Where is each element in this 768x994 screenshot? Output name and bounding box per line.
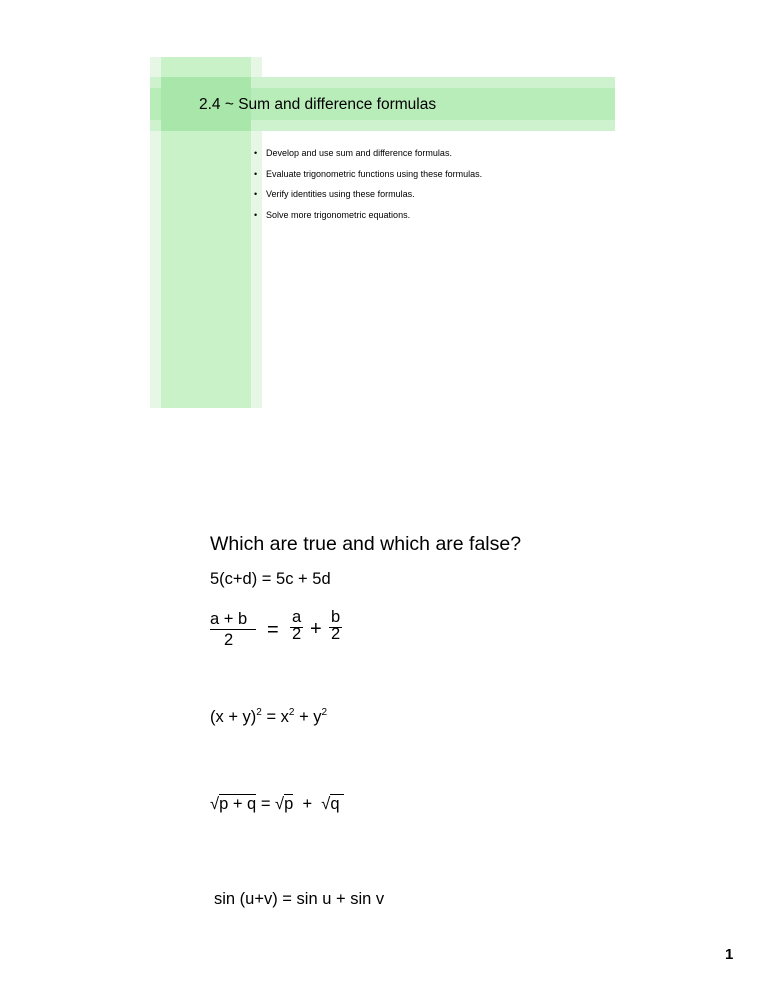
- exponent: 2: [288, 707, 295, 718]
- exponent: 2: [256, 707, 262, 718]
- radical-sign: √: [321, 795, 331, 813]
- radicand-p: p: [284, 795, 294, 813]
- fraction-lhs-bar: [210, 629, 256, 630]
- fraction-a-denominator: 2: [292, 625, 302, 643]
- plus-sign: +: [310, 618, 322, 640]
- equation-square: [210, 708, 327, 727]
- question-heading: Which are true and which are false?: [210, 533, 522, 555]
- fraction-b-numerator: b: [331, 608, 341, 626]
- fraction-b-denominator: 2: [331, 625, 341, 643]
- equation-sine: sin (u+v) = sin u + sin v: [214, 890, 385, 908]
- objective-item: • Evaluate trigonometric functions using these formulas.: [254, 169, 482, 190]
- slide-title: 2.4 ~ Sum and difference formulas: [199, 96, 437, 113]
- objective-item: • Solve more trigonometric equations.: [254, 210, 482, 231]
- equation-distributive: 5(c+d) = 5c + 5d: [210, 570, 331, 588]
- equation-root: [210, 795, 344, 814]
- exponent: 2: [321, 707, 328, 718]
- square-rhs-y: + y: [294, 708, 322, 726]
- equals-sign: =: [256, 795, 276, 813]
- radical-sign: √: [210, 795, 220, 813]
- equals-sign: =: [267, 619, 279, 641]
- objectives-list: [254, 148, 482, 230]
- square-lhs: (x + y): [210, 708, 257, 726]
- radicand-sum: p + q: [219, 795, 257, 813]
- radicand-q: q: [330, 794, 343, 813]
- radical-sign: √: [275, 795, 285, 813]
- fraction-lhs-numerator: a + b: [210, 610, 248, 628]
- equation-fraction: [210, 610, 370, 652]
- plus-sign: +: [293, 795, 322, 813]
- square-rhs-x: = x: [261, 708, 289, 726]
- fraction-a-numerator: a: [292, 608, 302, 626]
- objective-item: • Develop and use sum and difference formulas.: [254, 148, 482, 169]
- objective-item: • Verify identities using these formulas.: [254, 189, 482, 210]
- page-number: 1: [725, 946, 734, 963]
- fraction-lhs-denominator: 2: [224, 631, 234, 649]
